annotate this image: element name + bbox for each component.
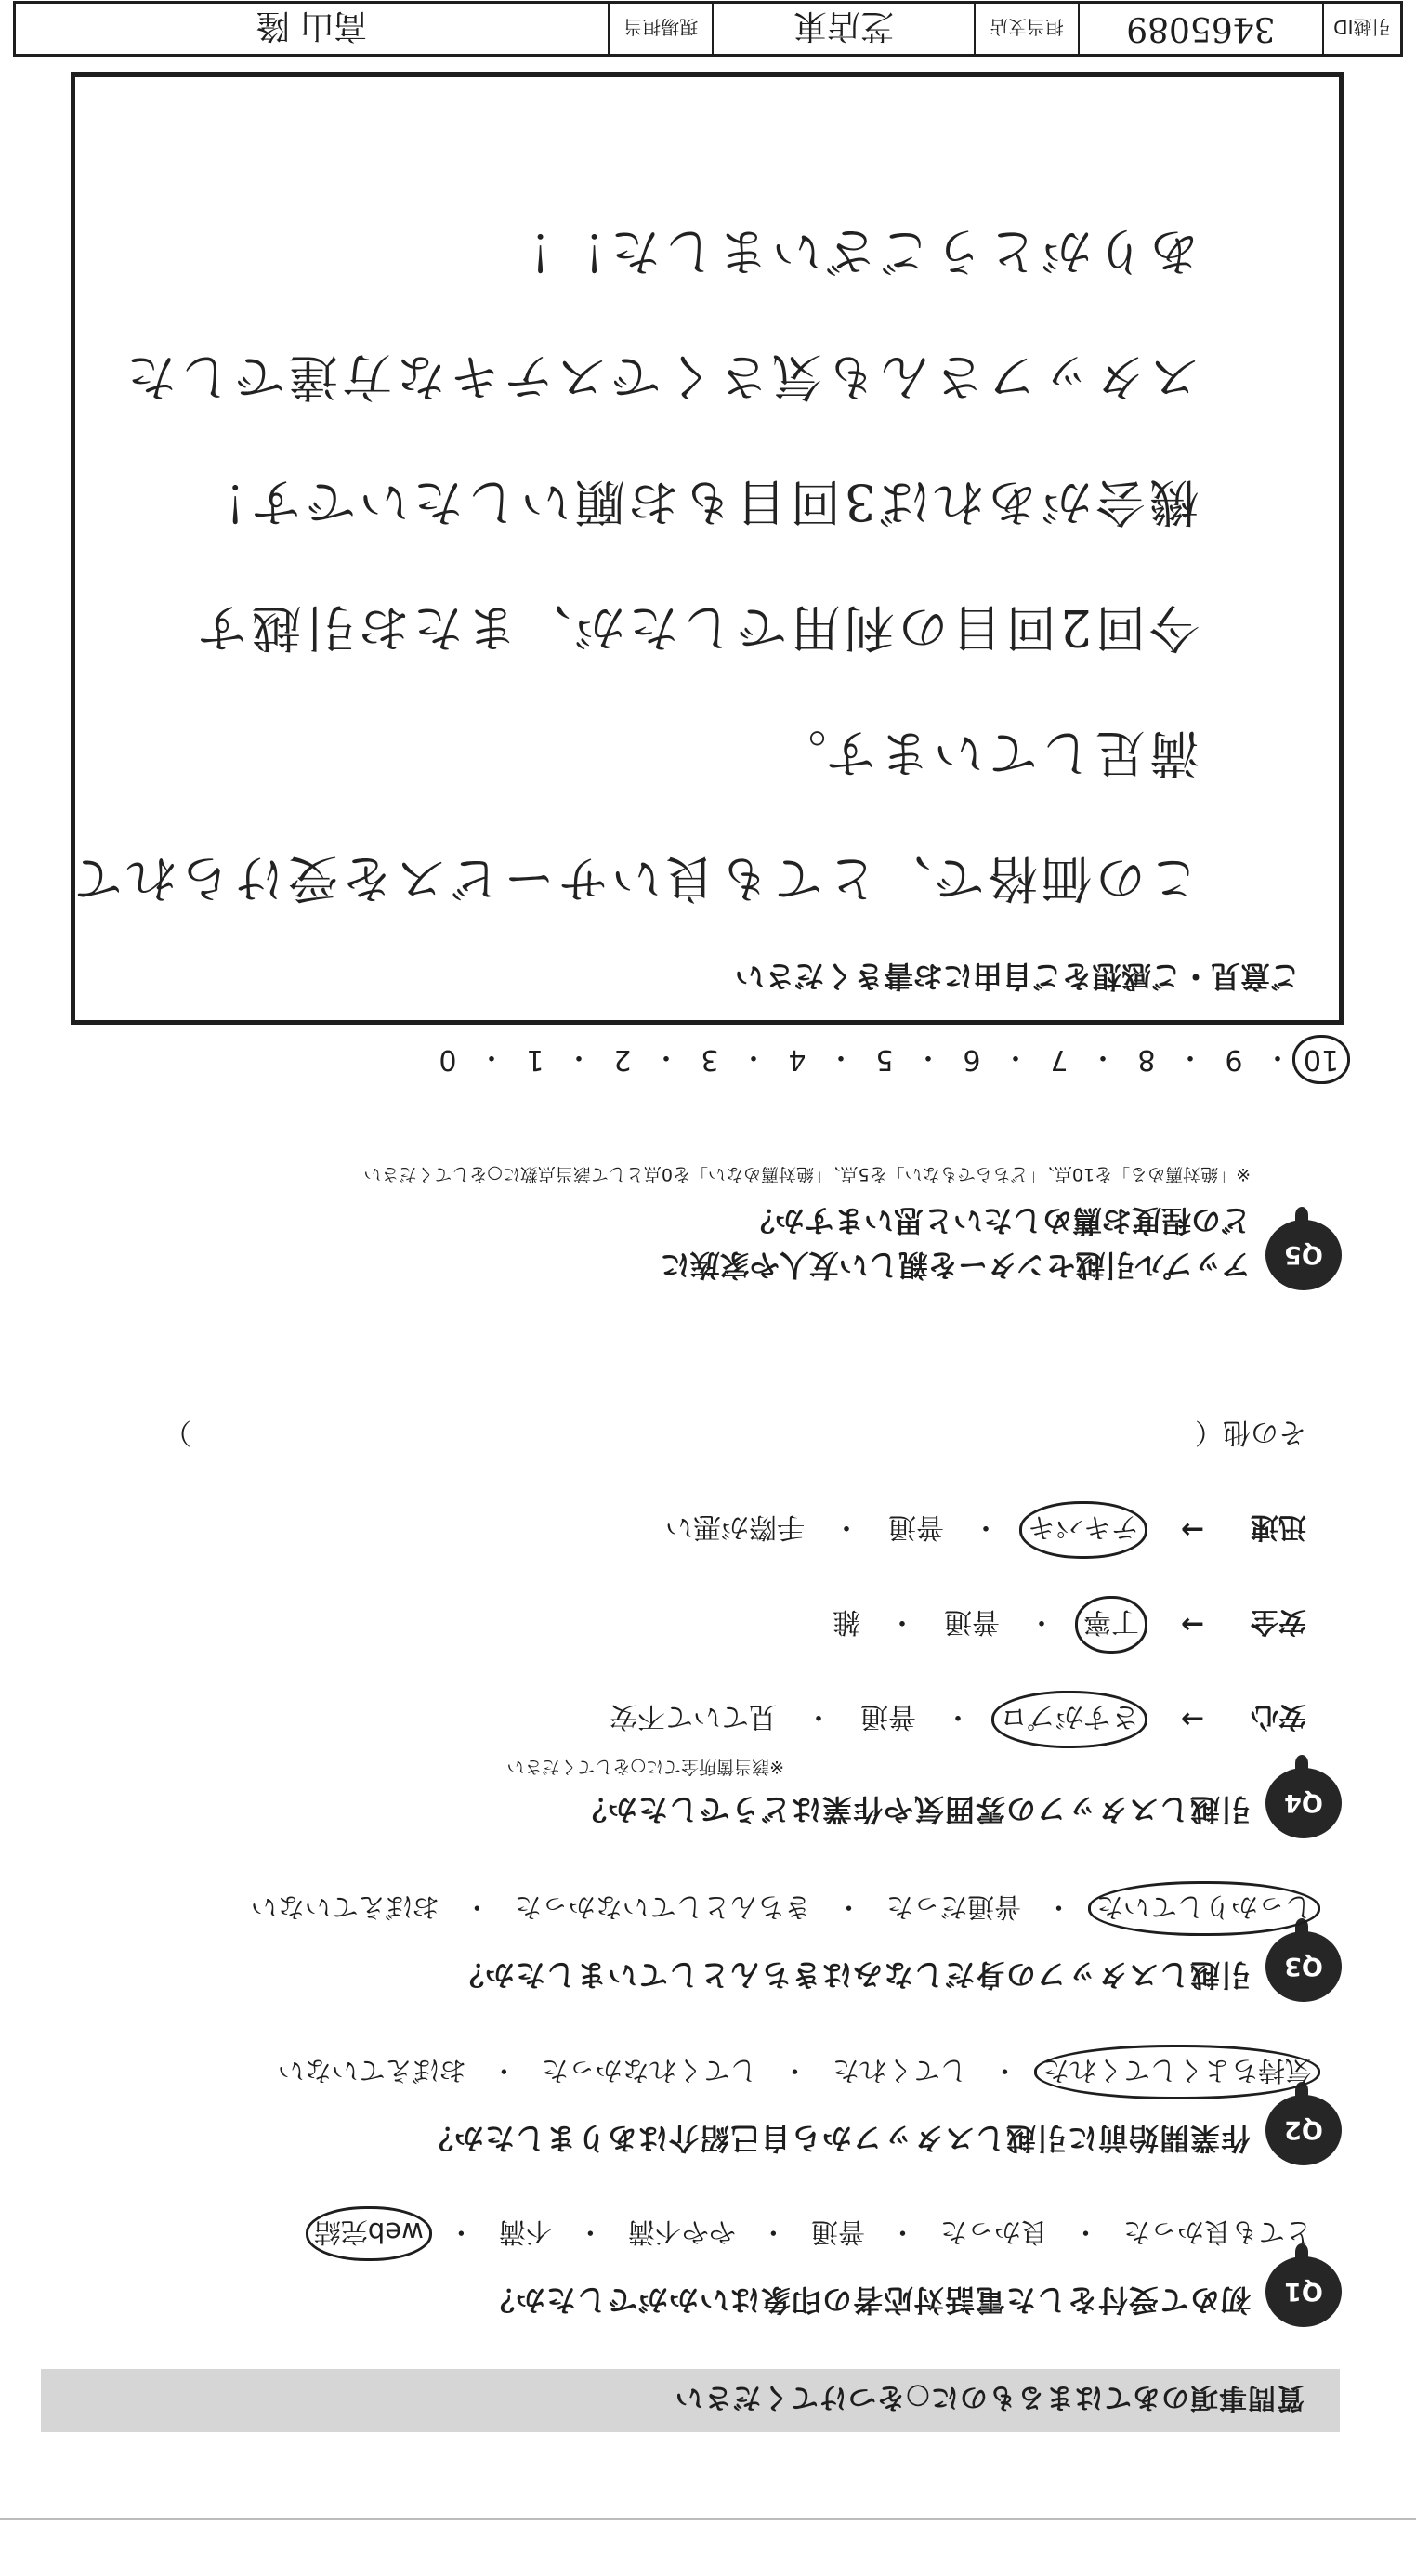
q3-options bbox=[251, 1890, 1312, 1928]
q5-score[interactable]: 8 bbox=[1137, 1043, 1156, 1077]
comment-line: 機会があれば3回目もお願いしたいです！ bbox=[193, 473, 1200, 531]
comment-line: この価格で、とても良いサービスを受けられて bbox=[69, 849, 1200, 908]
q4-option[interactable]: 雑 bbox=[833, 1605, 860, 1638]
q3-badge-label: Q3 bbox=[1284, 1952, 1323, 1981]
q4-option-selected[interactable]: 丁寧 bbox=[1075, 1596, 1147, 1654]
separator: ・ bbox=[805, 1700, 833, 1733]
arrow-icon: → bbox=[1180, 1608, 1204, 1641]
q5-question-line2: どの程度お薦めしたいと思いますか？ bbox=[744, 1203, 1251, 1238]
top-rule bbox=[0, 2518, 1416, 2520]
q4-row-jinsoku bbox=[665, 1510, 1306, 1550]
q1-option[interactable]: 普通 bbox=[810, 2216, 865, 2248]
q4-row-label: 安心 bbox=[1251, 1700, 1306, 1733]
separator: ・ bbox=[944, 1700, 972, 1733]
q4-note: ※該当箇所全てに○をしてください bbox=[506, 1757, 784, 1777]
q5-scale bbox=[427, 1040, 1342, 1080]
separator: ・ bbox=[463, 1891, 491, 1923]
q2-option[interactable]: してくれなかった bbox=[541, 2055, 757, 2086]
q1-option-selected[interactable]: web完結 bbox=[306, 2206, 432, 2261]
q5-score[interactable]: 1 bbox=[526, 1043, 544, 1077]
q2-option-selected[interactable]: 気持ちよくしてくれた bbox=[1034, 2045, 1320, 2099]
q1-badge-label: Q1 bbox=[1284, 2277, 1323, 2307]
q5-score-selected[interactable]: 10 bbox=[1292, 1036, 1350, 1085]
branch-label: 担当支店 bbox=[974, 4, 1079, 54]
q2-option[interactable]: おぼえていない bbox=[277, 2055, 466, 2086]
q1-badge bbox=[1265, 2256, 1342, 2327]
q4-option-selected[interactable]: テキパキ bbox=[1019, 1501, 1147, 1559]
separator: ・ bbox=[990, 2055, 1018, 2086]
q4-row-label: 迅速 bbox=[1251, 1510, 1306, 1543]
q5-score[interactable]: 0 bbox=[439, 1043, 457, 1077]
id-value: 3465089 bbox=[1078, 4, 1321, 54]
arrow-icon: → bbox=[1180, 1703, 1204, 1736]
separator: ・ bbox=[834, 1891, 862, 1923]
separator: ・ bbox=[1071, 2216, 1099, 2248]
q4-row-label: 安全 bbox=[1251, 1605, 1306, 1638]
q4-row-anzen bbox=[833, 1604, 1306, 1645]
q2-badge-label: Q2 bbox=[1284, 2115, 1323, 2145]
q4-option-selected[interactable]: さすがプロ bbox=[991, 1691, 1147, 1748]
q4-badge bbox=[1265, 1768, 1342, 1838]
q1-question: 初めて受付をした電話対応者の印象はいかがでしたか？ bbox=[483, 2282, 1251, 2318]
separator: ・ bbox=[490, 2055, 518, 2086]
q4-option[interactable]: 普通 bbox=[944, 1605, 1000, 1638]
comment-line: ありがとうございました！！ bbox=[499, 222, 1200, 281]
q2-options bbox=[278, 2053, 1312, 2091]
comment-line: スタッフさんも気さくでステキな方達でした bbox=[123, 347, 1200, 406]
q5-score[interactable]: 6 bbox=[963, 1043, 981, 1077]
q3-option[interactable]: きちんとしていなかった bbox=[514, 1891, 811, 1923]
comment-line: 今回2回目の利用でしたが、またお引越す bbox=[193, 598, 1200, 657]
q3-question: 引越しスタッフの身だしなみはきちんとしていましたか？ bbox=[452, 1957, 1251, 1993]
q5-badge bbox=[1265, 1220, 1342, 1290]
arrow-icon: → bbox=[1180, 1513, 1204, 1547]
separator: ・ bbox=[447, 2216, 475, 2248]
q5-badge-label: Q5 bbox=[1284, 1240, 1323, 1270]
separator: ・ bbox=[833, 1510, 860, 1543]
separator: ・ bbox=[972, 1510, 1000, 1543]
q4-option[interactable]: 普通 bbox=[860, 1700, 916, 1733]
separator: ・ bbox=[565, 1040, 593, 1073]
q4-option[interactable]: 手際が悪い bbox=[665, 1510, 805, 1543]
survey-instruction-banner bbox=[41, 2369, 1340, 2432]
separator: ・ bbox=[740, 1040, 767, 1073]
separator: ・ bbox=[478, 1040, 505, 1073]
separator: ・ bbox=[1176, 1040, 1204, 1073]
id-table bbox=[13, 1, 1403, 57]
separator: ・ bbox=[888, 2216, 916, 2248]
separator: ・ bbox=[888, 1605, 916, 1638]
q5-score[interactable]: 2 bbox=[613, 1043, 632, 1077]
id-label: 引越ID bbox=[1322, 4, 1400, 54]
q4-badge-label: Q4 bbox=[1284, 1788, 1323, 1818]
separator: ・ bbox=[759, 2216, 787, 2248]
separator: ・ bbox=[827, 1040, 855, 1073]
comment-line: 満足しています。 bbox=[772, 724, 1200, 782]
q2-question: 作業開始前に引越しスタッフから自己紹介はありましたか？ bbox=[422, 2121, 1251, 2156]
q1-option[interactable]: 不満 bbox=[498, 2216, 553, 2248]
q1-option[interactable]: やや不満 bbox=[627, 2216, 736, 2248]
staff-value: 高山 隆 bbox=[256, 7, 368, 46]
q5-score[interactable]: 4 bbox=[788, 1043, 806, 1077]
separator: ・ bbox=[1264, 1040, 1291, 1073]
q2-badge bbox=[1265, 2095, 1342, 2165]
q5-score[interactable]: 3 bbox=[701, 1043, 719, 1077]
q5-score[interactable]: 5 bbox=[875, 1043, 894, 1077]
q1-options bbox=[314, 2215, 1312, 2253]
q1-option[interactable]: 良かった bbox=[939, 2216, 1048, 2248]
q4-other-label: その他（ ） bbox=[164, 1416, 1306, 1448]
separator: ・ bbox=[780, 2055, 808, 2086]
q5-note: ※「絶対薦める」を10点、「どちらでもない」を5点、「絶対薦めない」を0点として該当点数に○をしてください bbox=[363, 1164, 1251, 1184]
q2-option[interactable]: してくれた bbox=[832, 2055, 967, 2086]
comment-title: ご意見・ご感想をご自由にお書きください bbox=[734, 959, 1300, 994]
q3-option-selected[interactable]: しっかりしていた bbox=[1088, 1881, 1320, 1936]
separator: ・ bbox=[1044, 1891, 1072, 1923]
q4-option[interactable]: 見ていて不安 bbox=[610, 1700, 777, 1733]
q5-score[interactable]: 9 bbox=[1225, 1043, 1243, 1077]
q3-badge bbox=[1265, 1931, 1342, 2002]
staff-label: 現場担当 bbox=[608, 4, 713, 54]
q4-question: 引越しスタッフの雰囲気や作業はどうでしたか？ bbox=[575, 1792, 1251, 1827]
separator: ・ bbox=[1089, 1040, 1117, 1073]
q4-option[interactable]: 普通 bbox=[888, 1510, 944, 1543]
instruction-text: 質問事項のあてはまるものに○をつけてください bbox=[674, 2381, 1305, 2413]
separator: ・ bbox=[914, 1040, 942, 1073]
q3-option[interactable]: 普通だった bbox=[885, 1891, 1021, 1923]
comment-box[interactable] bbox=[71, 72, 1344, 1025]
separator: ・ bbox=[576, 2216, 604, 2248]
q5-score[interactable]: 7 bbox=[1050, 1043, 1069, 1077]
q1-option[interactable]: とても良かった bbox=[1122, 2216, 1312, 2248]
q5-question-line1: アップル引越センターを親しい友人や家族に bbox=[660, 1248, 1251, 1283]
separator: ・ bbox=[1002, 1040, 1029, 1073]
separator: ・ bbox=[1028, 1605, 1055, 1638]
branch-value: 芝店東 bbox=[712, 4, 973, 54]
q4-row-anshin bbox=[610, 1699, 1306, 1740]
separator: ・ bbox=[652, 1040, 680, 1073]
q4-other-field[interactable] bbox=[164, 1415, 1306, 1456]
q3-option[interactable]: おぼえていない bbox=[250, 1891, 439, 1923]
